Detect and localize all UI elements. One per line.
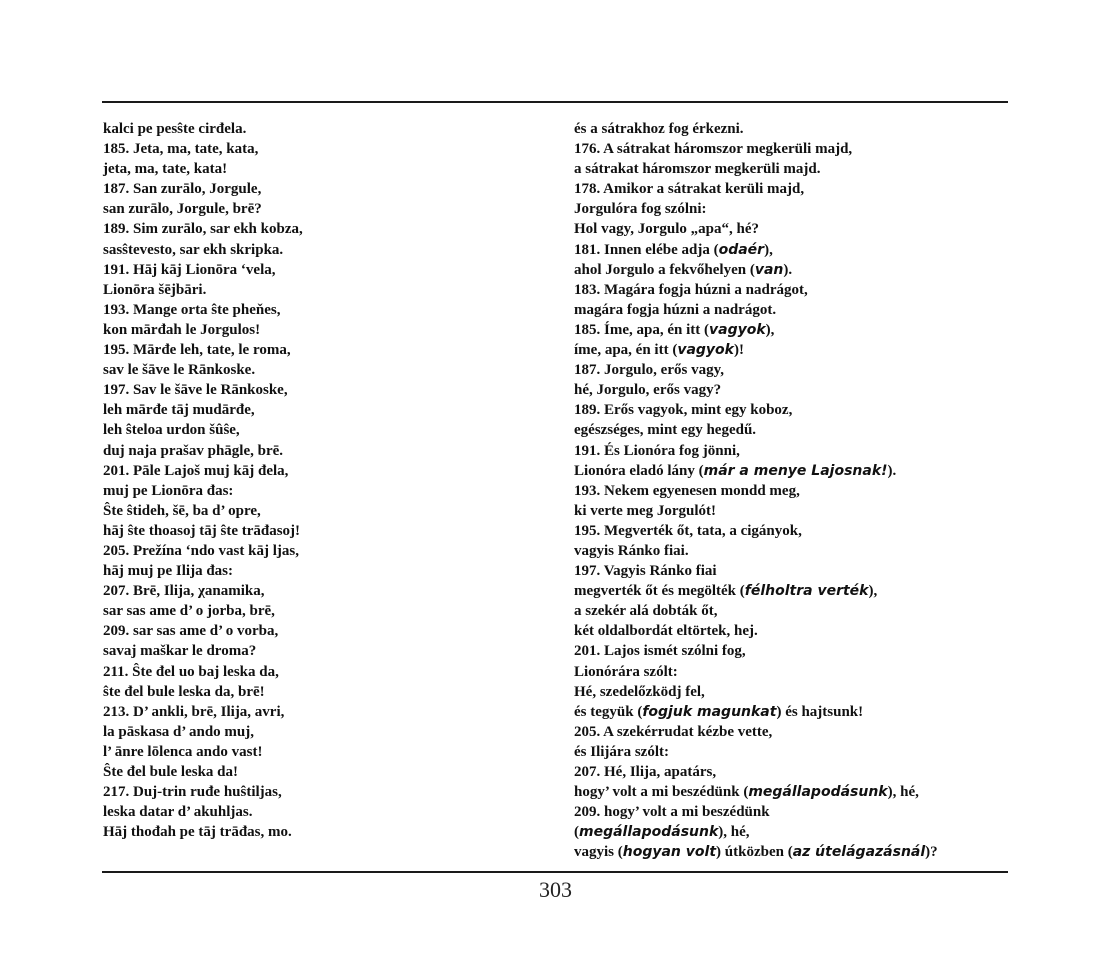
verse-line: kalci pe pesŝte cirđela.	[103, 121, 247, 137]
translation-text: 205. A szekérrudat kézbe vette,	[574, 723, 773, 740]
translation-text: 183. Magára fogja húzni a nadrágot,	[574, 281, 808, 298]
verse-line: muj pe Lionōra đas:	[103, 482, 234, 499]
hungarian-translation-column	[574, 119, 1014, 862]
verse-line: Ŝte ŝtideh, šē, ba d’ opre,	[103, 502, 261, 519]
translation-text: 197. Vagyis Ránko fiai	[574, 563, 717, 580]
verse-line: 197. Sav le šāve le Rānkoske,	[103, 382, 288, 399]
translation-line	[574, 119, 1014, 139]
translation-line	[574, 461, 1014, 481]
verse-line: duj naja prašav phāgle, brē.	[103, 442, 284, 459]
translation-text: )!	[733, 342, 744, 359]
translation-text: 185. Íme, apa, én itt (	[574, 321, 709, 338]
translation-line	[574, 662, 1014, 682]
translation-line	[574, 541, 1014, 561]
translation-text: ki verte meg Jorgulót!	[574, 502, 717, 519]
romani-text-column	[103, 119, 543, 842]
translation-line	[574, 481, 1014, 501]
translation-line	[574, 179, 1014, 199]
translation-text: hogy’ volt a mi beszédünk (	[574, 784, 749, 801]
translation-text: ),	[765, 321, 775, 338]
verse-line: l’ ānre lōlenca ando vast!	[103, 743, 263, 760]
translation-line	[574, 159, 1014, 179]
translation-line	[574, 139, 1014, 159]
translation-line	[574, 199, 1014, 219]
clarification-italic: az útelágazásnál	[792, 844, 926, 861]
translation-line	[574, 702, 1014, 722]
translation-text: hé, Jorgulo, erős vagy?	[574, 382, 722, 399]
translation-line	[574, 240, 1014, 260]
translation-text: 178. Amikor a sátrakat kerüli majd,	[574, 181, 805, 198]
translation-text: ).	[783, 261, 793, 278]
translation-text: 181. Innen elébe adja (	[574, 241, 719, 258]
translation-line	[574, 742, 1014, 762]
translation-text: ) és hajtsunk!	[776, 703, 864, 720]
verse-line: 213. D’ ankli, brē, Ilija, avri,	[103, 703, 285, 720]
verse-line: Hāj thođah pe tāj trāđas, mo.	[103, 824, 292, 841]
verse-line: 193. Mange orta ŝte pheňes,	[103, 301, 281, 318]
verse-line: la pāskasa d’ ando muj,	[103, 723, 255, 740]
verse-line: Lionōra šējbāri.	[103, 281, 207, 298]
verse-line: leh mārđe tāj mudārđe,	[103, 402, 255, 419]
clarification-italic: fogjuk magunkat	[642, 703, 777, 720]
top-rule	[102, 101, 1008, 103]
clarification-italic: félholtra verték	[744, 583, 869, 600]
translation-line	[574, 581, 1014, 601]
translation-line	[574, 300, 1014, 320]
translation-line	[574, 822, 1014, 842]
translation-text: ),	[868, 583, 878, 600]
translation-text: Lionóra eladó lány (	[574, 462, 704, 479]
translation-line	[574, 621, 1014, 641]
verse-line: 195. Mārđe leh, tate, le roma,	[103, 342, 291, 359]
translation-text: 189. Erős vagyok, mint egy koboz,	[574, 402, 793, 419]
verse-line: 217. Duj-trin ruđe huŝtiljas,	[103, 784, 282, 801]
verse-line: 201. Pāle Lajoš muj kāj đela,	[103, 462, 289, 479]
translation-text: Hol vagy, Jorgulo „apa“, hé?	[574, 221, 760, 238]
translation-text: (	[574, 824, 579, 841]
translation-text: Lionórára szólt:	[574, 663, 678, 680]
translation-text: megverték őt és megölték (	[574, 583, 745, 600]
translation-line	[574, 320, 1014, 340]
translation-line	[574, 641, 1014, 661]
translation-text: ), hé,	[718, 824, 750, 841]
verse-line: leh ŝteloa urdon šûŝe,	[103, 422, 240, 439]
translation-text: Hé, szedelőzködj fel,	[574, 683, 705, 700]
clarification-italic: hogyan volt	[622, 844, 717, 861]
verse-line: sasŝtevesto, sar ekh skripka.	[103, 241, 284, 258]
translation-line	[574, 501, 1014, 521]
translation-line	[574, 601, 1014, 621]
verse-line: san zurālo, Jorgule, brē?	[103, 201, 262, 218]
translation-text: vagyis (	[574, 844, 623, 861]
verse-line: hāj ŝte thoasoj tāj ŝte trāđasoj!	[103, 522, 301, 539]
translation-text: ),	[764, 241, 773, 258]
verse-line: 205. Prežína ‘ndo vast kāj ljas,	[103, 542, 299, 559]
translation-text: két oldalbordát eltörtek, hej.	[574, 623, 758, 640]
verse-line: sav le šāve le Rānkoske.	[103, 362, 256, 379]
translation-line	[574, 521, 1014, 541]
translation-line	[574, 762, 1014, 782]
translation-line	[574, 802, 1014, 822]
translation-text: magára fogja húzni a nadrágot.	[574, 301, 777, 318]
verse-line: leska datar d’ akuhljas.	[103, 804, 253, 821]
translation-line	[574, 340, 1014, 360]
translation-line	[574, 360, 1014, 380]
translation-text: 201. Lajos ismét szólni fog,	[574, 643, 746, 660]
bottom-rule	[102, 871, 1008, 873]
translation-text: és Ilijára szólt:	[574, 743, 669, 760]
translation-line	[574, 420, 1014, 440]
translation-text: 195. Megverték őt, tata, a cigányok,	[574, 522, 802, 539]
translation-line	[574, 682, 1014, 702]
translation-text: 193. Nekem egyenesen mondd meg,	[574, 482, 800, 499]
translation-text: vagyis Ránko fiai.	[574, 542, 689, 559]
verse-line: 185. Jeta, ma, tate, kata,	[103, 141, 259, 158]
translation-line	[574, 380, 1014, 400]
verse-line: kon mārđah le Jorgulos!	[103, 321, 261, 338]
translation-line	[574, 219, 1014, 239]
clarification-italic: már a menye Lajosnak!	[703, 462, 888, 479]
translation-line	[574, 782, 1014, 802]
verse-line: Ŝte đel bule leska da!	[103, 764, 239, 780]
translation-line	[574, 441, 1014, 461]
verse-line: ŝte đel bule leska da, brē!	[103, 683, 265, 700]
translation-line	[574, 561, 1014, 581]
clarification-italic: vagyok	[709, 321, 766, 338]
clarification-italic: odaér	[718, 241, 765, 258]
verse-line: jeta, ma, tate, kata!	[103, 161, 228, 178]
verse-line: 187. San zurālo, Jorgule,	[103, 181, 262, 198]
translation-line	[574, 260, 1014, 280]
translation-text: 176. A sátrakat háromszor megkerüli majd,	[574, 141, 853, 158]
verse-line: 189. Sim zurālo, sar ekh kobza,	[103, 221, 303, 238]
verse-line: 207. Brē, Ilija, χanamika,	[103, 583, 265, 600]
translation-line	[574, 400, 1014, 420]
translation-text: ).	[887, 462, 897, 479]
translation-text: egészséges, mint egy hegedű.	[574, 422, 757, 439]
clarification-italic: megállapodásunk	[579, 824, 719, 841]
translation-text: ahol Jorgulo a fekvőhelyen (	[574, 261, 755, 278]
translation-text: ), hé,	[887, 784, 919, 801]
translation-text: a szekér alá dobták őt,	[574, 603, 718, 620]
translation-text: 207. Hé, Ilija, apatárs,	[574, 764, 717, 780]
translation-text: és a sátrakhoz fog érkezni.	[574, 121, 744, 137]
verse-line: 211. Ŝte đel uo baj leska da,	[103, 663, 279, 680]
translation-text: ) útközben (	[716, 844, 793, 861]
translation-text: íme, apa, én itt (	[574, 342, 678, 359]
translation-line	[574, 842, 1014, 862]
translation-line	[574, 280, 1014, 300]
translation-line	[574, 722, 1014, 742]
translation-text: és tegyük (	[574, 703, 643, 720]
translation-text: Jorgulóra fog szólni:	[574, 201, 707, 218]
translation-text: a sátrakat háromszor megkerüli majd.	[574, 161, 821, 178]
translation-text: )?	[925, 844, 938, 861]
translation-text: 191. És Lionóra fog jönni,	[574, 442, 740, 459]
verse-line: hāj muj pe Ilija đas:	[103, 563, 234, 580]
verse-line: 191. Hāj kāj Lionōra ‘vela,	[103, 261, 276, 278]
verse-line: 209. sar sas ame d’ o vorba,	[103, 623, 279, 640]
clarification-italic: vagyok	[677, 342, 734, 359]
verse-line: sar sas ame d’ o jorba, brē,	[103, 603, 275, 620]
clarification-italic: megállapodásunk	[748, 784, 888, 801]
verse-line: savaj maškar le droma?	[103, 643, 257, 660]
translation-text: 187. Jorgulo, erős vagy,	[574, 362, 724, 379]
clarification-italic: van	[754, 261, 784, 278]
page-number: 303	[539, 877, 572, 902]
translation-text: 209. hogy’ volt a mi beszédünk	[574, 804, 770, 821]
